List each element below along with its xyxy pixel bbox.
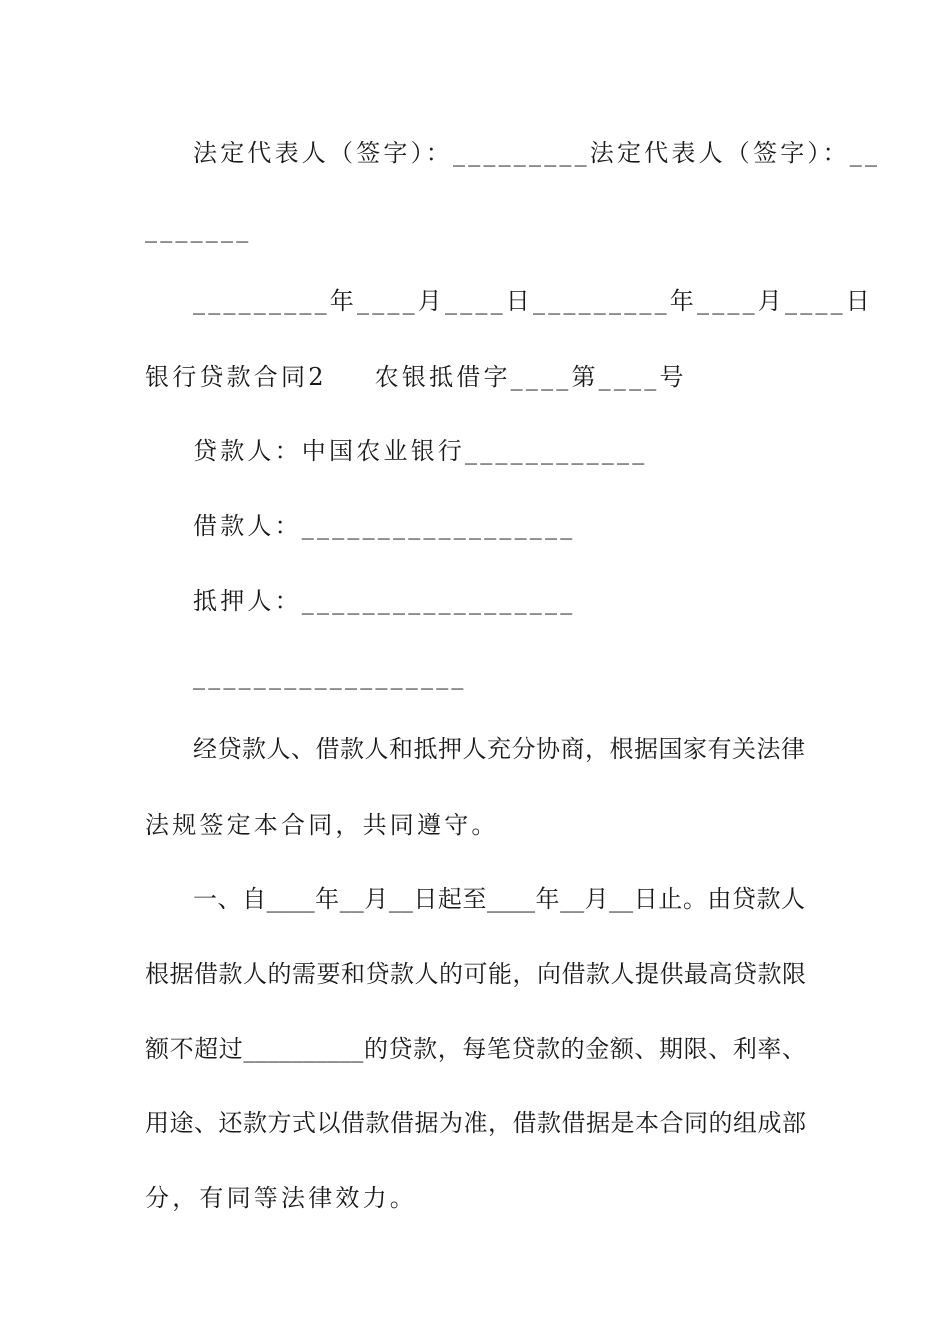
contract-title: 银行贷款合同2 [145,363,327,391]
lender-line: 贷款人：中国农业银行____________ [193,437,648,465]
blank-line: __________________ [193,662,467,690]
clause1-line-4: 用途、还款方式以借款借据为准，借款借据是本合同的组成部 [145,1109,806,1137]
signature-line-continuation: _______ [145,215,252,243]
contract-heading [145,362,687,392]
clause1-line-2: 根据借款人的需要和贷款人的可能，向借款人提供最高贷款限 [145,960,806,988]
clause1-line-5: 分，有同等法律效力。 [145,1184,417,1212]
preamble-line-2: 法规签定本合同，共同遵守。 [145,811,499,839]
clause1-line-3: 额不超过__________的贷款，每笔贷款的金额、期限、利率、 [145,1035,806,1063]
borrower-line: 借款人：__________________ [193,512,576,540]
signature-line: 法定代表人（签字）：_________法定代表人（签字）：__ [193,139,881,167]
preamble-line-1: 经贷款人、借款人和抵押人充分协商，根据国家有关法律 [193,735,805,763]
date-line: _________年____月____日_________年____月____日 [193,287,873,315]
clause1-line-1: 一、自____年__月__日起至____年__月__日止。由贷款人 [193,885,805,913]
mortgagor-line: 抵押人：__________________ [193,587,576,615]
contract-number: 农银抵借字____第____号 [374,363,687,391]
